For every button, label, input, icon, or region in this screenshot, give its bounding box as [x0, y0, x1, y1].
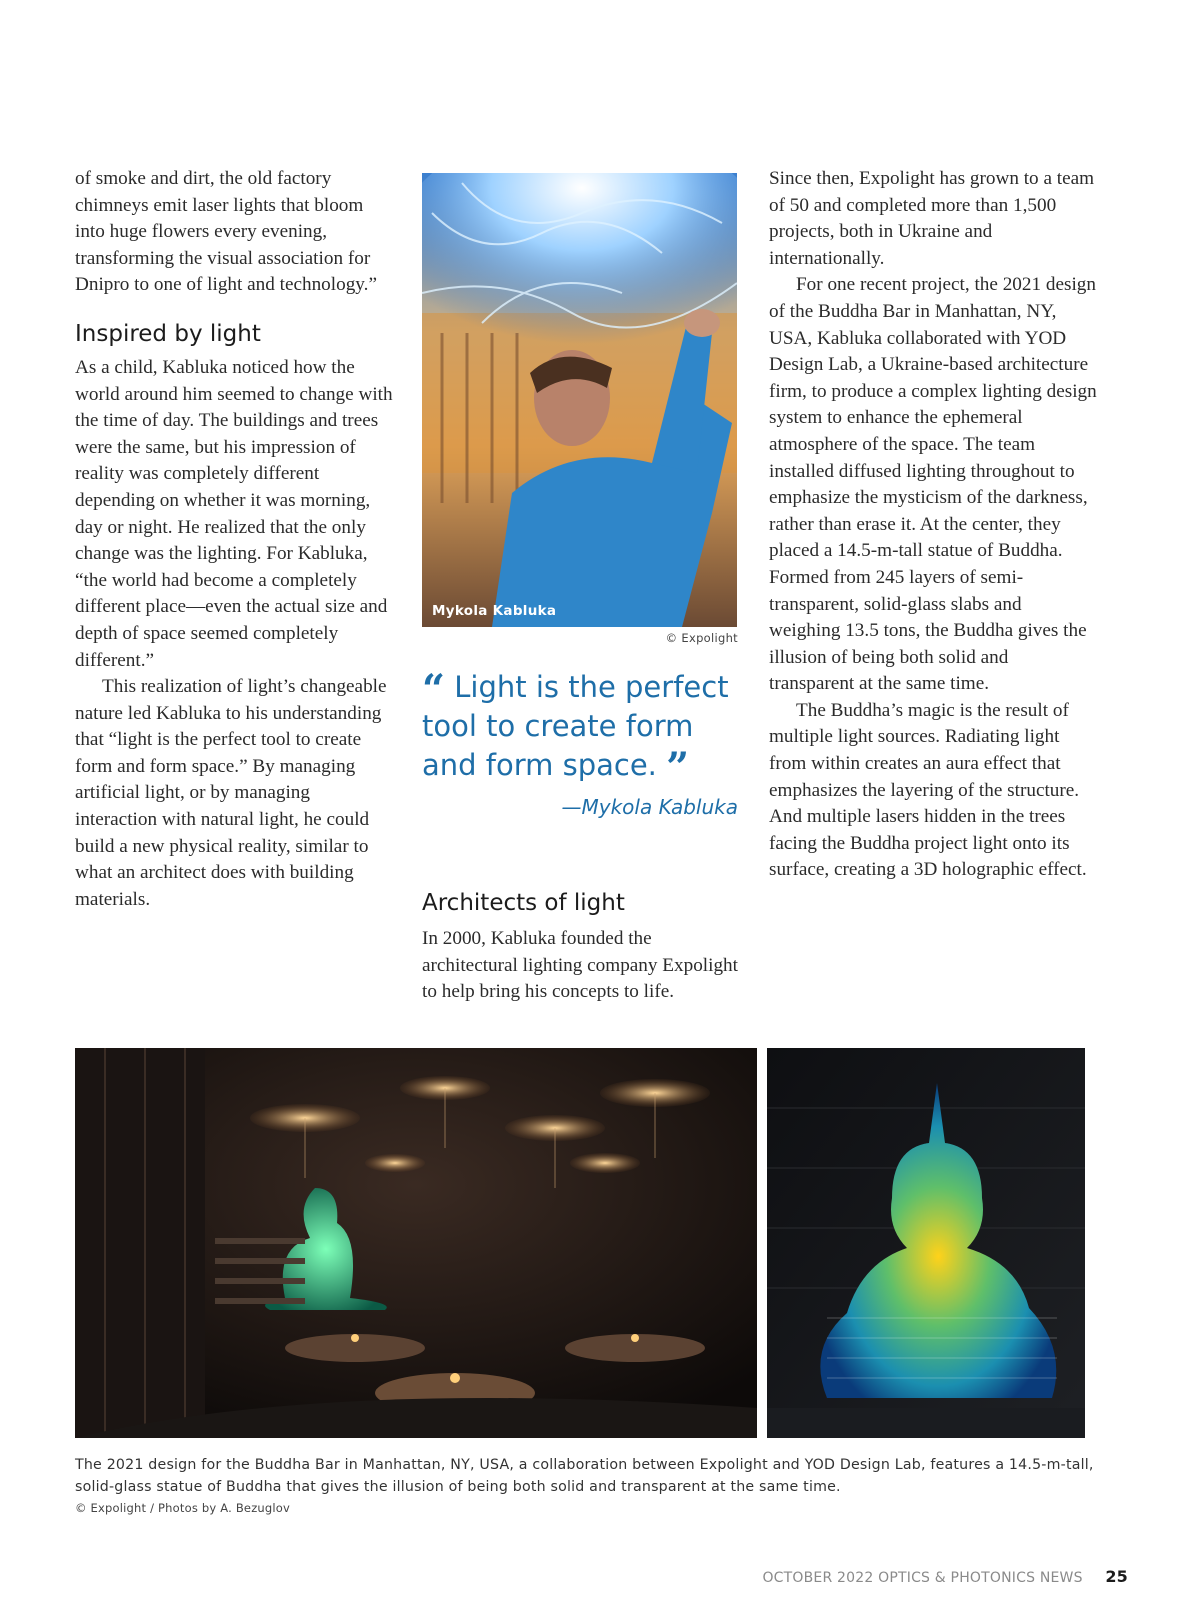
body-paragraph: As a child, Kabluka noticed how the world around him seemed to change with the time of day. The buildings and trees were the same, but his impression of reality was completely different depending on whether it was morning, day or night. He realized that the only change was the lighting. For Kabluka, “the world had become a completely different place—even the actual size and depth of space seemed completely different.”: [75, 356, 393, 671]
body-paragraph: Since then, Expolight has grown to a team of 50 and completed more than 1,500 projects, both in Ukraine and internationally.: [769, 168, 1095, 269]
pull-quote-text: Light is the perfect tool to create form and form space.: [422, 670, 729, 782]
body-paragraph: The Buddha’s magic is the result of multiple light sources. Radiating light from within creates an aura effect that emphasizes the layering of the structure. And multiple lasers hidden in the trees facing the Buddha project light onto its surface, creating a 3D holographic effect.: [769, 699, 1087, 881]
intro-paragraph: of smoke and dirt, the old factory chimneys emit laser lights that bloom into huge flowers every evening, transforming the visual association for Dnipro to one of light and technology.”: [75, 168, 377, 296]
section-heading-inspired: Inspired by light: [75, 320, 261, 347]
figure-credit: © Expolight / Photos by A. Bezuglov: [75, 1501, 291, 1515]
body-paragraph: For one recent project, the 2021 design of the Buddha Bar in Manhattan, NY, USA, Kabluka collaborated with YOD Design Lab, a Ukraine-based architecture firm, to produce a complex lighting design system to enhance the ephemeral atmosphere of the space. The team installed diffused lighting throughout to emphasize the mysticism of the darkness, rather than erase it. At the center, they placed a 14.5-m-tall statue of Buddha. Formed from 245 layers of semi-transparent, solid-glass slabs and weighing 13.5 tons, the Buddha gives the illusion of being both solid and transparent at the same time.: [769, 274, 1097, 695]
article-column-left: [75, 166, 395, 913]
open-quote-mark: “: [422, 666, 446, 713]
footer-issue: OCTOBER 2022: [762, 1570, 874, 1586]
buddha-statue-photo: [767, 1048, 1085, 1438]
photo-credit: © Expolight: [665, 631, 738, 645]
section-heading-architects: Architects of light: [422, 890, 625, 916]
pull-quote: [422, 668, 752, 819]
figure-caption: The 2021 design for the Buddha Bar in Manhattan, NY, USA, a collaboration between Expolight and YOD Design Lab, features a 14.5-m-tall, solid-glass statue of Buddha that gives the illusion of being both solid and transparent at the same time.: [75, 1457, 1094, 1495]
page-number: 25: [1105, 1567, 1128, 1586]
photo-caption: Mykola Kabluka: [432, 603, 557, 619]
portrait-photo: [422, 173, 737, 627]
footer-publication: OPTICS & PHOTONICS NEWS: [878, 1570, 1083, 1586]
body-paragraph: In 2000, Kabluka founded the architectural lighting company Expolight to help bring his concepts to life.: [422, 928, 738, 1003]
close-quote-mark: ”: [666, 744, 690, 791]
body-paragraph: This realization of light’s changeable nature led Kabluka to his understanding that “light is the perfect tool to create form and form space.” By managing artificial light, or by managing interaction with natural light, he could build a new physical reality, similar to what an architect does with building materials.: [75, 676, 387, 910]
page-footer: [762, 1567, 1128, 1586]
pull-quote-attribution: —Mykola Kabluka: [561, 795, 738, 819]
article-column-middle: [422, 888, 747, 1006]
buddha-bar-interior-photo: [75, 1048, 757, 1438]
article-column-right: [769, 166, 1097, 884]
